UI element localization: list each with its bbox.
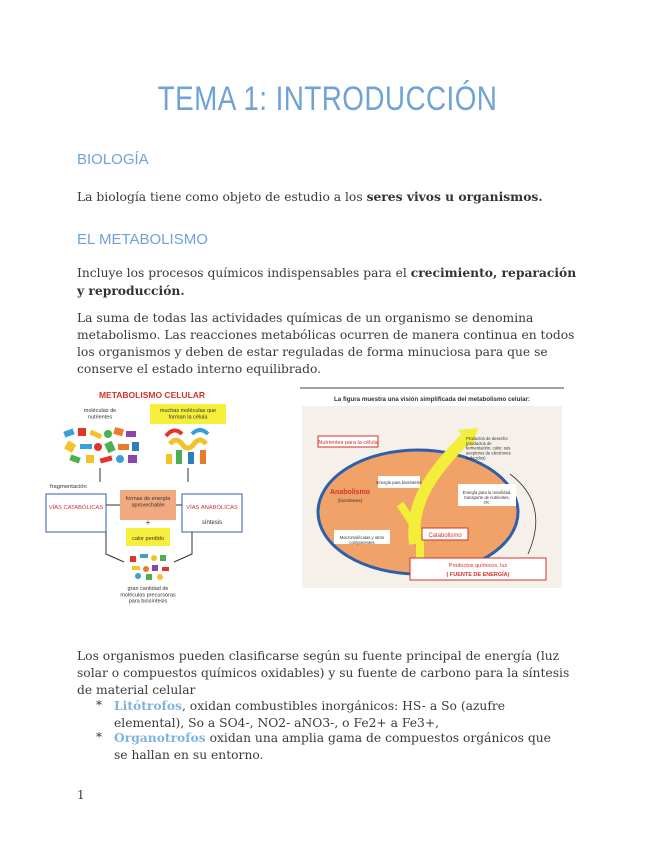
bullet-mark: * [96,730,103,744]
paragraph-text: Incluye los procesos químicos indispensables para el [77,266,411,280]
anabolic-box [182,494,242,532]
cell-molecules-icon [166,430,208,464]
page-title: TEMA 1: INTRODUCCIÓN [157,80,498,118]
label-products: Productos químicos, luz [448,563,508,569]
label-fragmentation: fragmentación [50,484,87,490]
label-macromolecules: Macromoléculas y otros componentes [339,535,385,545]
page-number: 1 [77,788,85,802]
label-catabolism: Catabolismo [428,533,462,539]
label-anabolism: Anabolismo [329,489,371,496]
label-synthesis: síntesis [201,520,223,526]
paragraph-metabolismo-2: La suma de todas las actividades químicas de un organismo se denomina metabolismo. Las reacciones metabólicas ocurren de manera continua en todos los organismos y deben de estar reguladas de forma minuciosa para que se conserve el estado interno equilibrado. [77,311,575,376]
label-catabolic: VÍAS CATABÓLICAS [48,505,104,511]
label-energy-source: ( FUENTE DE ENERGÍA) [446,572,510,578]
paragraph-clasificacion: Los organismos pueden clasificarse según su fuente principal de energía (luz solar o compuestos químicos oxidables) y su fuente de carbono para la síntesis de material celular [77,649,570,697]
label-anabolism-sub: (biosíntesis) [337,498,363,503]
label-energy: formas de energía aprovechable [125,496,171,509]
figure-title: La figura muestra una visión simplificada del metabolismo celular: [334,396,530,403]
label-nutrients-cell: Nutrientes para la célula [318,440,378,446]
paragraph-bold: crecimiento, reparación y reproducción. [77,265,577,298]
paragraph-text: La biología tiene como objeto de estudio a los [77,190,367,204]
section-heading-biologia: BIOLOGÍA [77,151,149,168]
label-precursors: gran cantidad de moléculas precursoras para biosíntesis [120,586,176,605]
figure-metabolismo-simplificado [300,384,564,590]
label-anabolic: VÍAS ANABÓLICAS [186,505,238,511]
bullet-mark: * [96,698,103,712]
label-energy-biosynthesis: Energía para biosíntesis [376,480,422,485]
section-heading-metabolismo: EL METABOLISMO [77,231,208,248]
term-litotrofos: Litótrofos [114,698,182,713]
list-item [96,729,566,764]
label-many-molecules: muchas moléculas que forman la célula [159,408,217,421]
label-nutrients: moléculas de nutrientes [83,408,117,421]
bullet-text: oxidan una amplia gama de compuestos orgánicos que se hallan en su entorno. [114,731,551,762]
list-item [96,697,566,732]
paragraph-bold: seres vivos u organismos. [366,189,543,204]
catabolic-box [46,494,106,532]
precursor-molecules-icon [130,554,169,580]
term-organotrofos: Organotrofos [114,730,206,745]
label-waste: Productos de desecho (productos de fermentación, calor, sus aceptores de electrones reducidos) [466,436,511,461]
figure-metabolismo-celular [42,384,254,606]
paragraph-biologia [77,188,577,206]
label-heat: calor perdido [132,536,164,542]
bullet-text: , oxidan combustibles inorgánicos: HS- a So (azufre elemental), So a SO4-, NO2- aNO3-, o Fe2+ a Fe3+, [114,699,506,730]
figure-title: METABOLISMO CELULAR [98,390,206,400]
svg-text:+: + [145,518,151,527]
label-energy-mobility: Energía para la movilidad, transporte de nutrientes, etc. [462,490,512,505]
nutrient-molecules-icon [63,427,139,463]
paragraph-metabolismo-1 [77,264,577,300]
